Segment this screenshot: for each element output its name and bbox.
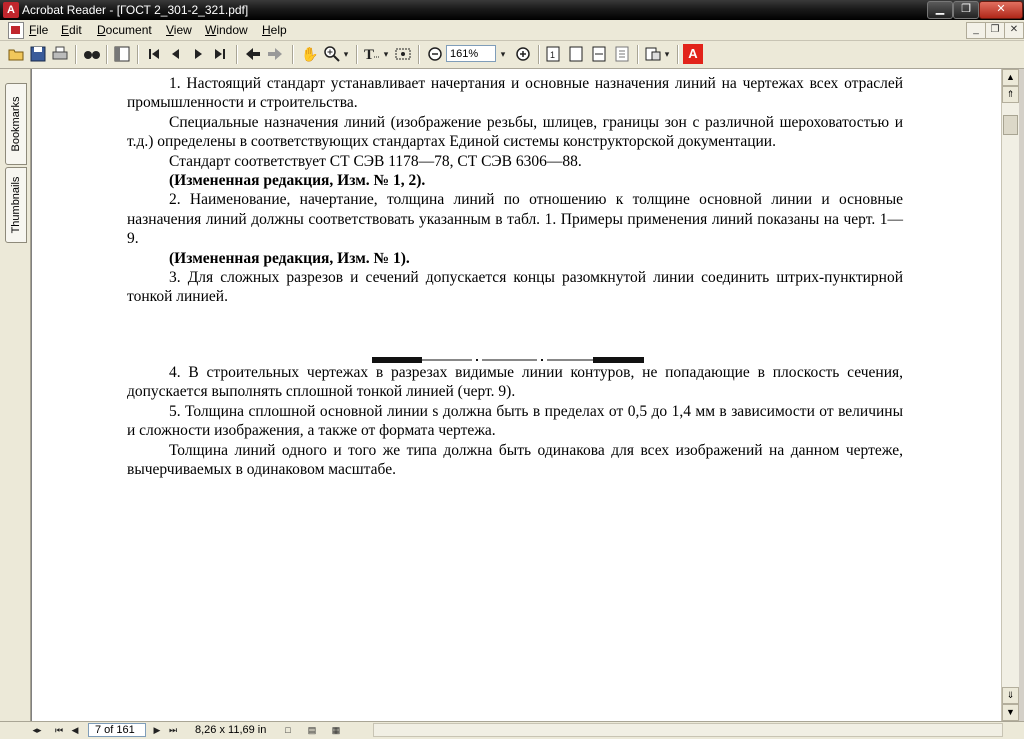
page-size-label: 8,26 x 11,69 in — [195, 724, 267, 736]
open-icon[interactable] — [6, 44, 26, 64]
paragraph-3: Стандарт соответствует СТ СЭВ 1178—78, СТ СЭВ 6306—88. — [169, 152, 582, 170]
svg-text:T: T — [364, 47, 375, 63]
single-page-layout-icon[interactable]: □ — [285, 725, 291, 735]
print-icon[interactable] — [50, 44, 70, 64]
page-number-field[interactable]: 7 of 161 — [88, 723, 146, 737]
text-select-tool-icon[interactable] — [362, 44, 382, 64]
zoom-tool-dropdown-icon[interactable]: ▾ — [343, 49, 349, 59]
tab-thumbnails[interactable] — [5, 167, 27, 243]
show-hide-navpane-icon[interactable] — [112, 44, 132, 64]
rotate-view-dropdown-icon[interactable]: ▾ — [664, 49, 670, 59]
tab-thumbnails-label: Thumbnails — [10, 176, 22, 234]
menu-window[interactable]: Window — [205, 23, 248, 37]
title-bar — [0, 0, 1024, 20]
zoom-in-icon[interactable] — [513, 44, 533, 64]
minimize-icon[interactable]: ▁ — [927, 1, 953, 19]
find-icon[interactable] — [82, 44, 102, 64]
paragraph-2: Специальные назначения линий (изображение резьбы, шлицев, границы зон с различной шероховатостью и т.д.) определены в соответствующих стандартах Единой системы конструкторской документации. — [127, 113, 903, 151]
menu-document[interactable]: Document — [97, 23, 152, 37]
navpane-toggle-icon[interactable]: ◂▸ — [32, 725, 42, 735]
svg-text:1: 1 — [550, 50, 556, 60]
go-forward-icon[interactable] — [265, 44, 285, 64]
adobe-logo-icon[interactable]: A — [683, 44, 703, 64]
snapshot-tool-icon[interactable] — [393, 44, 413, 64]
menu-view[interactable]: View — [166, 23, 192, 37]
vertical-scrollbar[interactable] — [1001, 69, 1019, 721]
paragraph-5: 2. Наименование, начертание, толщина линий по отношению к толщине основной линии и основные назначения линий должны соответствовать указанным в табл. 1. Примеры применения линий показаны на черт. 1—9. — [127, 191, 903, 248]
zoom-level-field[interactable]: 161% — [446, 45, 496, 62]
navigation-pane — [0, 69, 31, 721]
fit-page-icon[interactable] — [566, 44, 586, 64]
paragraph-10: Толщина линий одного и того же типа должна быть одинакова для всех изображений на данном чертеже, вычерчиваемых в одинаковом масштабе. — [127, 441, 903, 478]
paragraph-4-revision-note: (Измененная редакция, Изм. № 1, 2). — [169, 172, 426, 190]
continuous-layout-icon[interactable]: ▤ — [307, 725, 317, 735]
text-tool-dropdown-icon[interactable]: ▾ — [383, 49, 389, 59]
status-next-page-icon[interactable]: ▶ — [153, 725, 161, 735]
status-bar — [0, 721, 1024, 739]
scroll-thumb[interactable] — [1003, 115, 1018, 135]
page-content — [127, 74, 903, 479]
save-icon[interactable] — [28, 44, 48, 64]
scroll-page-up-icon[interactable]: ⇑ — [1002, 86, 1019, 103]
acrobat-icon: A — [3, 2, 19, 18]
doc-minimize-icon[interactable]: _ — [966, 22, 986, 39]
tab-bookmarks-label: Bookmarks — [10, 96, 22, 152]
document-icon[interactable] — [8, 22, 24, 39]
status-last-page-icon[interactable]: ⏭ — [168, 725, 178, 735]
horizontal-scrollbar[interactable] — [373, 723, 1003, 737]
paragraph-7: 3. Для сложных разрезов и сечений допускается концы разомкнутой линии соединить штрих-пунктирной тонкой линией. — [127, 269, 903, 306]
zoom-in-tool-icon[interactable] — [322, 44, 342, 64]
menu-bar — [0, 20, 1024, 41]
doc-restore-icon[interactable]: ❐ — [985, 22, 1005, 39]
doc-close-icon[interactable]: ✕ — [1004, 22, 1024, 39]
window-title: Acrobat Reader - [ГОСТ 2_301-2_321.pdf] — [22, 3, 249, 17]
menu-edit[interactable]: Edit — [61, 23, 82, 37]
toolbar — [0, 41, 1024, 69]
restore-icon[interactable]: ❐ — [953, 1, 979, 19]
first-page-icon[interactable] — [144, 44, 164, 64]
fit-width-icon[interactable] — [589, 44, 609, 64]
scroll-down-icon[interactable]: ▼ — [1002, 704, 1019, 721]
paragraph-6-revision-note: (Измененная редакция, Изм. № 1). — [169, 249, 410, 267]
menu-file[interactable]: File — [29, 23, 49, 37]
zoom-level-dropdown-icon[interactable]: ▾ — [500, 49, 506, 59]
continuous-facing-layout-icon[interactable]: ▦ — [331, 725, 341, 735]
tab-bookmarks[interactable] — [5, 83, 27, 165]
dash-dot-line-figure — [372, 356, 644, 364]
go-back-icon[interactable] — [243, 44, 263, 64]
scroll-up-icon[interactable]: ▲ — [1002, 69, 1019, 86]
close-icon[interactable]: ✕ — [979, 1, 1023, 19]
hand-tool-icon[interactable]: ✋ — [301, 46, 319, 62]
last-page-icon[interactable] — [210, 44, 230, 64]
rotate-view-icon[interactable] — [643, 44, 663, 64]
menu-help[interactable]: Help — [262, 23, 287, 37]
paragraph-9: 5. Толщина сплошной основной линии s должна быть в пределах от 0,5 до 1,4 мм в зависимости от величины и сложности изображения, а также от формата чертежа. — [127, 402, 903, 440]
paragraph-1: 1. Настоящий стандарт устанавливает начертания и основные назначения линий на чертежах всех отраслей промышленности и строительства. — [127, 75, 903, 112]
zoom-out-icon[interactable] — [425, 44, 445, 64]
scroll-page-down-icon[interactable]: ⇓ — [1002, 687, 1019, 704]
status-previous-page-icon[interactable]: ◀ — [71, 725, 79, 735]
reflow-icon[interactable] — [612, 44, 632, 64]
document-view[interactable] — [31, 69, 1002, 721]
actual-size-icon[interactable] — [543, 44, 563, 64]
next-page-icon[interactable] — [188, 44, 208, 64]
status-first-page-icon[interactable]: ⏮ — [54, 725, 64, 735]
previous-page-icon[interactable] — [166, 44, 186, 64]
paragraph-8: 4. В строительных чертежах в разрезах видимые линии контуров, не попадающие в плоскость сечения, допускается выполнять сплошной тонкой линией (черт. 9). — [127, 363, 903, 401]
